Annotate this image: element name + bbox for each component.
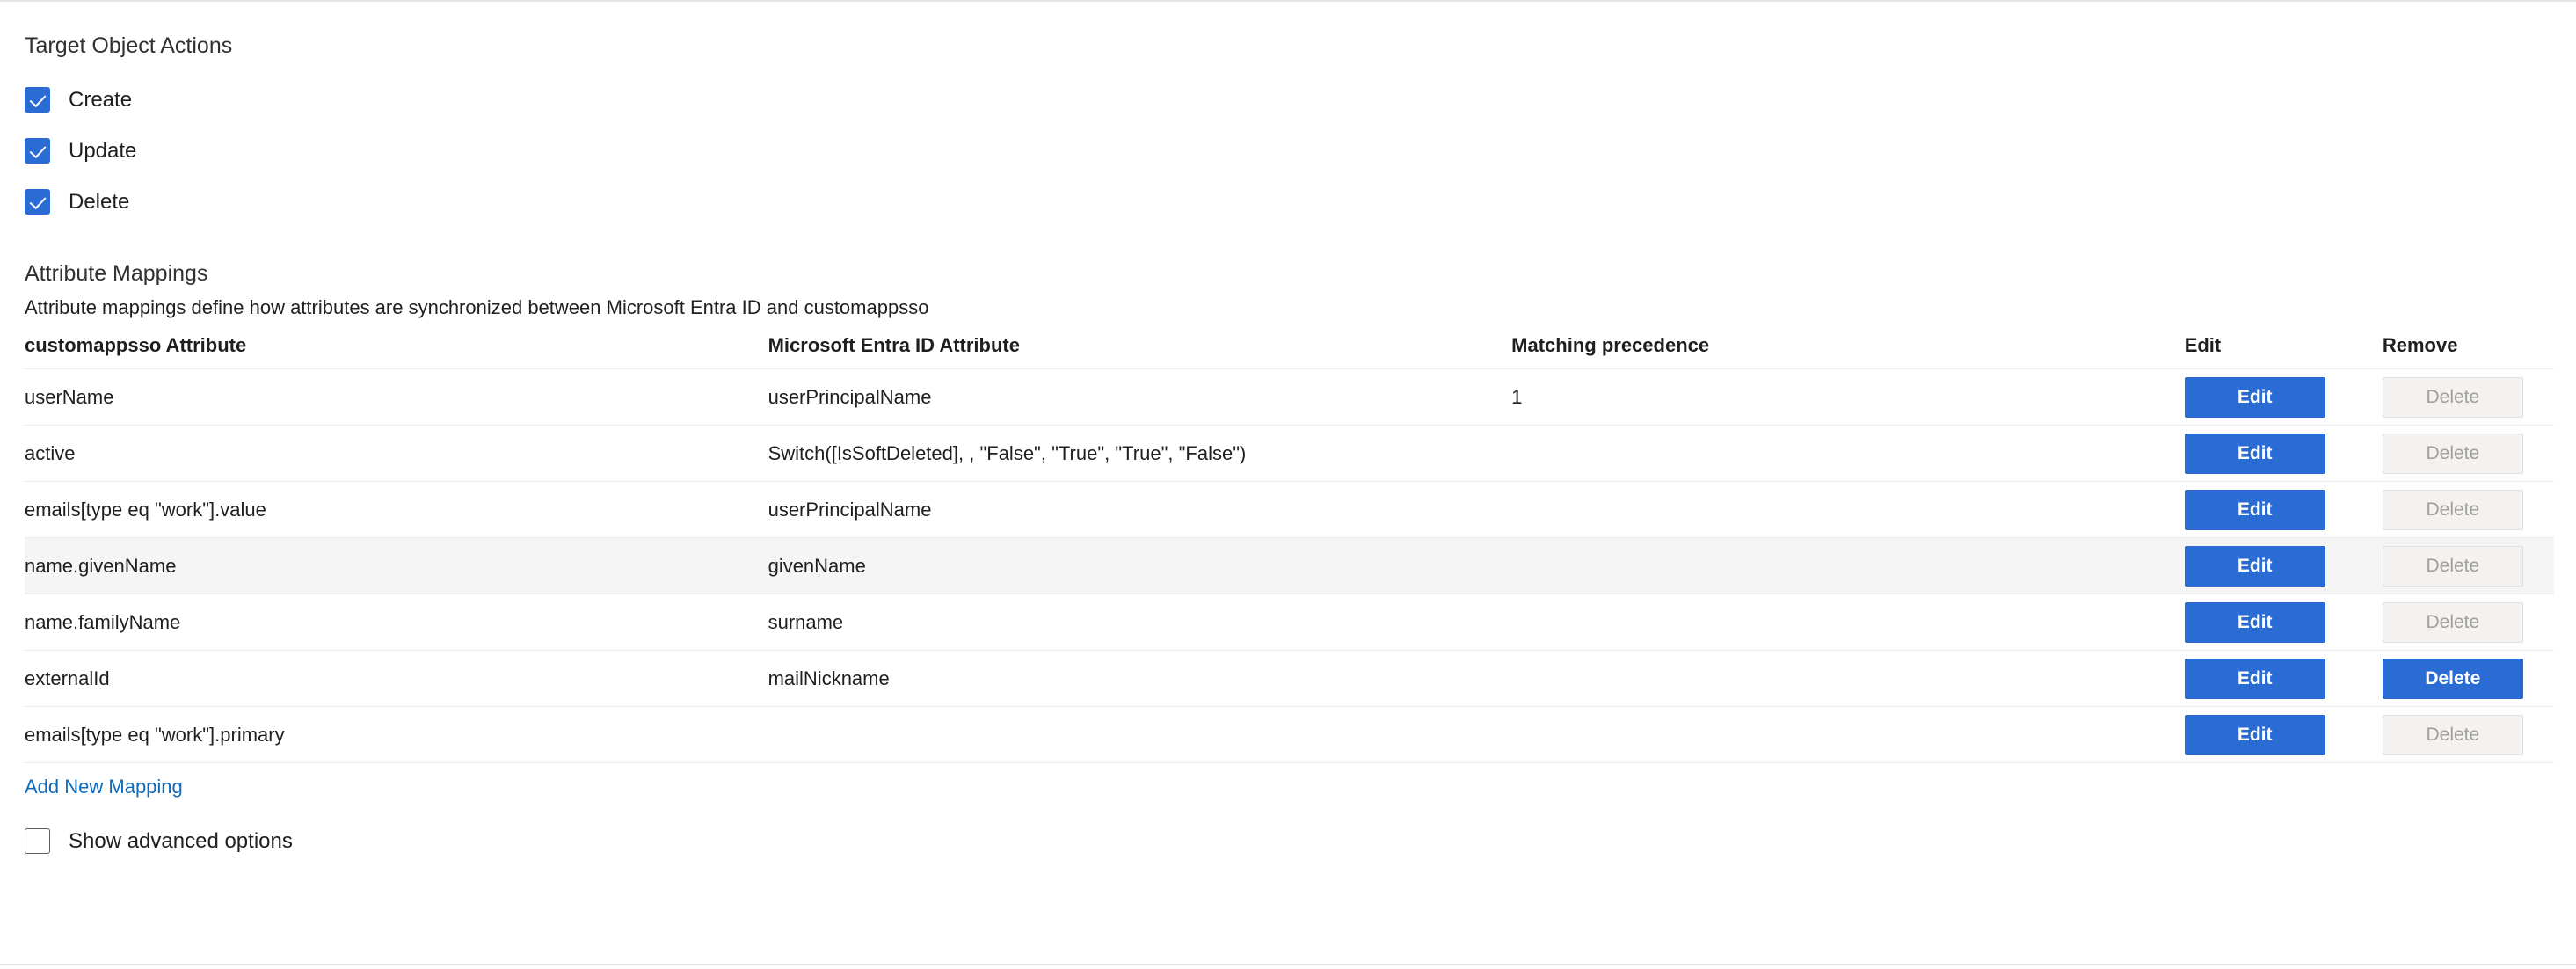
create-checkbox[interactable] bbox=[25, 87, 50, 113]
edit-button[interactable]: Edit bbox=[2185, 659, 2325, 699]
target-object-actions-title: Target Object Actions bbox=[25, 33, 233, 58]
cell-source: externalId bbox=[25, 651, 768, 707]
checkbox-row-delete[interactable] bbox=[25, 184, 2557, 219]
cell-target: Switch([IsSoftDeleted], , "False", "True", "True", "False") bbox=[768, 426, 1512, 482]
cell-remove bbox=[2383, 707, 2554, 763]
edit-button[interactable]: Edit bbox=[2185, 377, 2325, 418]
column-header-source: customappsso Attribute bbox=[25, 334, 247, 356]
edit-button[interactable]: Edit bbox=[2185, 715, 2325, 755]
cell-target: surname bbox=[768, 594, 1512, 651]
delete-button: Delete bbox=[2383, 602, 2523, 643]
table-row bbox=[25, 369, 2554, 426]
cell-edit bbox=[2185, 651, 2383, 707]
cell-target: userPrincipalName bbox=[768, 482, 1512, 538]
add-new-mapping-link[interactable]: Add New Mapping bbox=[25, 776, 183, 798]
cell-precedence bbox=[1511, 651, 2185, 707]
table-row bbox=[25, 538, 2554, 594]
column-header-target: Microsoft Entra ID Attribute bbox=[768, 334, 1020, 356]
delete-button[interactable]: Delete bbox=[2383, 659, 2523, 699]
table-row bbox=[25, 651, 2554, 707]
delete-button: Delete bbox=[2383, 434, 2523, 474]
edit-button[interactable]: Edit bbox=[2185, 602, 2325, 643]
column-header-remove: Remove bbox=[2382, 334, 2458, 356]
attribute-mappings-table bbox=[25, 334, 2554, 763]
show-advanced-options-label: Show advanced options bbox=[69, 829, 293, 853]
delete-checkbox[interactable] bbox=[25, 189, 50, 215]
cell-precedence bbox=[1511, 482, 2185, 538]
create-checkbox-label: Create bbox=[69, 87, 133, 112]
cell-edit bbox=[2185, 482, 2383, 538]
cell-source: name.familyName bbox=[25, 594, 768, 651]
column-header-precedence: Matching precedence bbox=[1511, 334, 1710, 356]
column-header-edit: Edit bbox=[2184, 334, 2222, 356]
table-row bbox=[25, 594, 2554, 651]
cell-edit bbox=[2185, 538, 2383, 594]
edit-button[interactable]: Edit bbox=[2185, 490, 2325, 530]
cell-remove bbox=[2383, 482, 2554, 538]
delete-checkbox-label: Delete bbox=[69, 189, 130, 214]
cell-edit bbox=[2185, 707, 2383, 763]
page-content bbox=[25, 0, 2557, 854]
cell-remove bbox=[2383, 538, 2554, 594]
table-row bbox=[25, 707, 2554, 763]
cell-precedence bbox=[1511, 594, 2185, 651]
cell-source: emails[type eq "work"].primary bbox=[25, 707, 768, 763]
cell-target: givenName bbox=[768, 538, 1512, 594]
cell-target bbox=[768, 707, 1512, 763]
edit-button[interactable]: Edit bbox=[2185, 434, 2325, 474]
attribute-mappings-title: Attribute Mappings bbox=[25, 261, 208, 286]
cell-target: userPrincipalName bbox=[768, 369, 1512, 426]
cell-source: name.givenName bbox=[25, 538, 768, 594]
attribute-mappings-description: Attribute mappings define how attributes are synchronized between Microsoft Entra ID and customappsso bbox=[25, 296, 929, 318]
cell-edit bbox=[2185, 594, 2383, 651]
bottom-divider bbox=[0, 964, 2576, 965]
checkbox-row-update[interactable] bbox=[25, 133, 2557, 168]
checkbox-row-create[interactable] bbox=[25, 82, 2557, 117]
show-advanced-options-checkbox[interactable] bbox=[25, 828, 50, 854]
cell-remove bbox=[2383, 426, 2554, 482]
cell-precedence bbox=[1511, 538, 2185, 594]
cell-remove bbox=[2383, 369, 2554, 426]
table-row bbox=[25, 426, 2554, 482]
table-header-row bbox=[25, 334, 2554, 369]
delete-button: Delete bbox=[2383, 715, 2523, 755]
cell-precedence bbox=[1511, 707, 2185, 763]
cell-precedence: 1 bbox=[1511, 369, 2185, 426]
delete-button: Delete bbox=[2383, 377, 2523, 418]
show-advanced-options-row[interactable] bbox=[25, 828, 2557, 854]
cell-source: active bbox=[25, 426, 768, 482]
delete-button: Delete bbox=[2383, 490, 2523, 530]
cell-source: userName bbox=[25, 369, 768, 426]
table-header bbox=[25, 334, 2554, 369]
edit-button[interactable]: Edit bbox=[2185, 546, 2325, 586]
cell-precedence bbox=[1511, 426, 2185, 482]
cell-source: emails[type eq "work"].value bbox=[25, 482, 768, 538]
delete-button: Delete bbox=[2383, 546, 2523, 586]
table-body bbox=[25, 369, 2554, 763]
update-checkbox[interactable] bbox=[25, 138, 50, 164]
table-row bbox=[25, 482, 2554, 538]
cell-edit bbox=[2185, 426, 2383, 482]
cell-remove bbox=[2383, 594, 2554, 651]
update-checkbox-label: Update bbox=[69, 138, 137, 163]
cell-edit bbox=[2185, 369, 2383, 426]
cell-target: mailNickname bbox=[768, 651, 1512, 707]
cell-remove bbox=[2383, 651, 2554, 707]
